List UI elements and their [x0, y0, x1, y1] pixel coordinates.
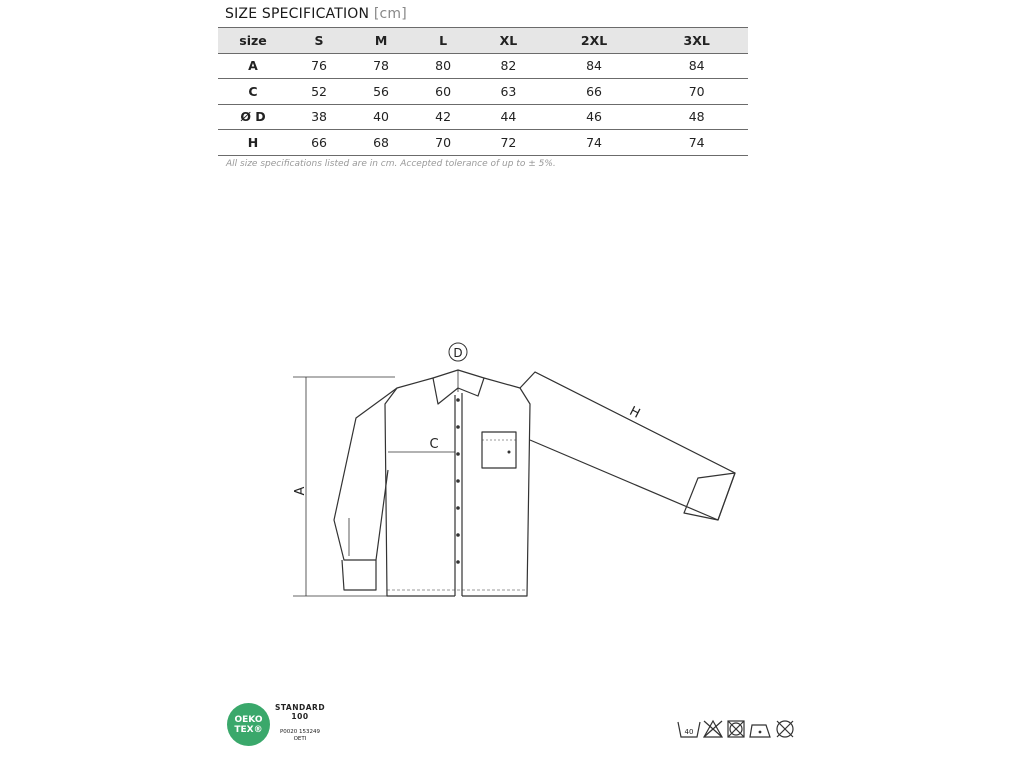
- oeko-standard: STANDARD: [275, 703, 326, 712]
- header-cell: XL: [474, 28, 543, 54]
- tolerance-note: All size specifications listed are in cm. Accepted tolerance of up to ± 5%.: [226, 159, 556, 169]
- button-icon: [456, 506, 460, 510]
- oeko-number: 100: [291, 712, 309, 721]
- header-cell: S: [288, 28, 350, 54]
- table-cell: 66: [543, 79, 646, 105]
- oeko-logo-line2: TEX®: [234, 724, 263, 735]
- button-icon: [456, 452, 460, 456]
- table-cell: 70: [412, 130, 474, 156]
- table-cell: 42: [412, 104, 474, 130]
- header-cell: 2XL: [543, 28, 646, 54]
- table-cell: 66: [288, 130, 350, 156]
- dim-c-label: C: [429, 437, 439, 452]
- header-cell: L: [412, 28, 474, 54]
- oeko-code: P0020 153249: [279, 729, 321, 735]
- button-icon: [456, 398, 460, 402]
- table-cell: 60: [412, 79, 474, 105]
- table-cell: 82: [474, 53, 543, 79]
- table-cell: 40: [350, 104, 412, 130]
- table-cell: 84: [645, 53, 748, 79]
- oeko-logo-line1: OEKO: [234, 714, 263, 725]
- dim-a-label: A: [293, 486, 308, 496]
- table-cell: 38: [288, 104, 350, 130]
- oeko-tex-label: [275, 703, 325, 743]
- body-left-outline: [385, 378, 455, 596]
- table-cell: 74: [645, 130, 748, 156]
- button-icon: [456, 479, 460, 483]
- dim-h-label: H: [626, 403, 643, 422]
- oeko-tex-logo: [227, 703, 270, 746]
- table-cell: 68: [350, 130, 412, 156]
- iron-dot: [759, 731, 762, 734]
- table-cell: 48: [645, 104, 748, 130]
- row-label: Ø D: [218, 104, 288, 130]
- right-cuff: [684, 473, 735, 520]
- table-cell: 44: [474, 104, 543, 130]
- header-cell: size: [218, 28, 288, 54]
- row-label: A: [218, 53, 288, 79]
- table-cell: 56: [350, 79, 412, 105]
- left-cuff: [342, 560, 376, 590]
- pocket-button-icon: [508, 451, 511, 454]
- header-cell: 3XL: [645, 28, 748, 54]
- table-cell: 74: [543, 130, 646, 156]
- table-cell: 76: [288, 53, 350, 79]
- button-icon: [456, 533, 460, 537]
- wash-temp-label: 40: [684, 728, 694, 736]
- table-cell: 70: [645, 79, 748, 105]
- table-cell: 80: [412, 53, 474, 79]
- button-icon: [456, 425, 460, 429]
- header-cell: M: [350, 28, 412, 54]
- table-cell: 72: [474, 130, 543, 156]
- spec-title-text: SIZE SPECIFICATION: [225, 6, 370, 22]
- body-right-outline: [462, 378, 530, 596]
- right-sleeve: [520, 372, 735, 520]
- table-cell: 63: [474, 79, 543, 105]
- dim-h-line: [535, 372, 735, 473]
- table-cell: 78: [350, 53, 412, 79]
- spec-title-unit: [cm]: [373, 6, 407, 22]
- table-cell: 84: [543, 53, 646, 79]
- oeko-institute: OETI: [293, 736, 307, 742]
- chest-pocket: [482, 432, 516, 468]
- care-symbols: [678, 721, 793, 737]
- row-label: C: [218, 79, 288, 105]
- table-cell: 46: [543, 104, 646, 130]
- left-sleeve: [334, 388, 397, 560]
- button-icon: [456, 560, 460, 564]
- row-label: H: [218, 130, 288, 156]
- dim-d-label: D: [453, 346, 463, 360]
- table-cell: 52: [288, 79, 350, 105]
